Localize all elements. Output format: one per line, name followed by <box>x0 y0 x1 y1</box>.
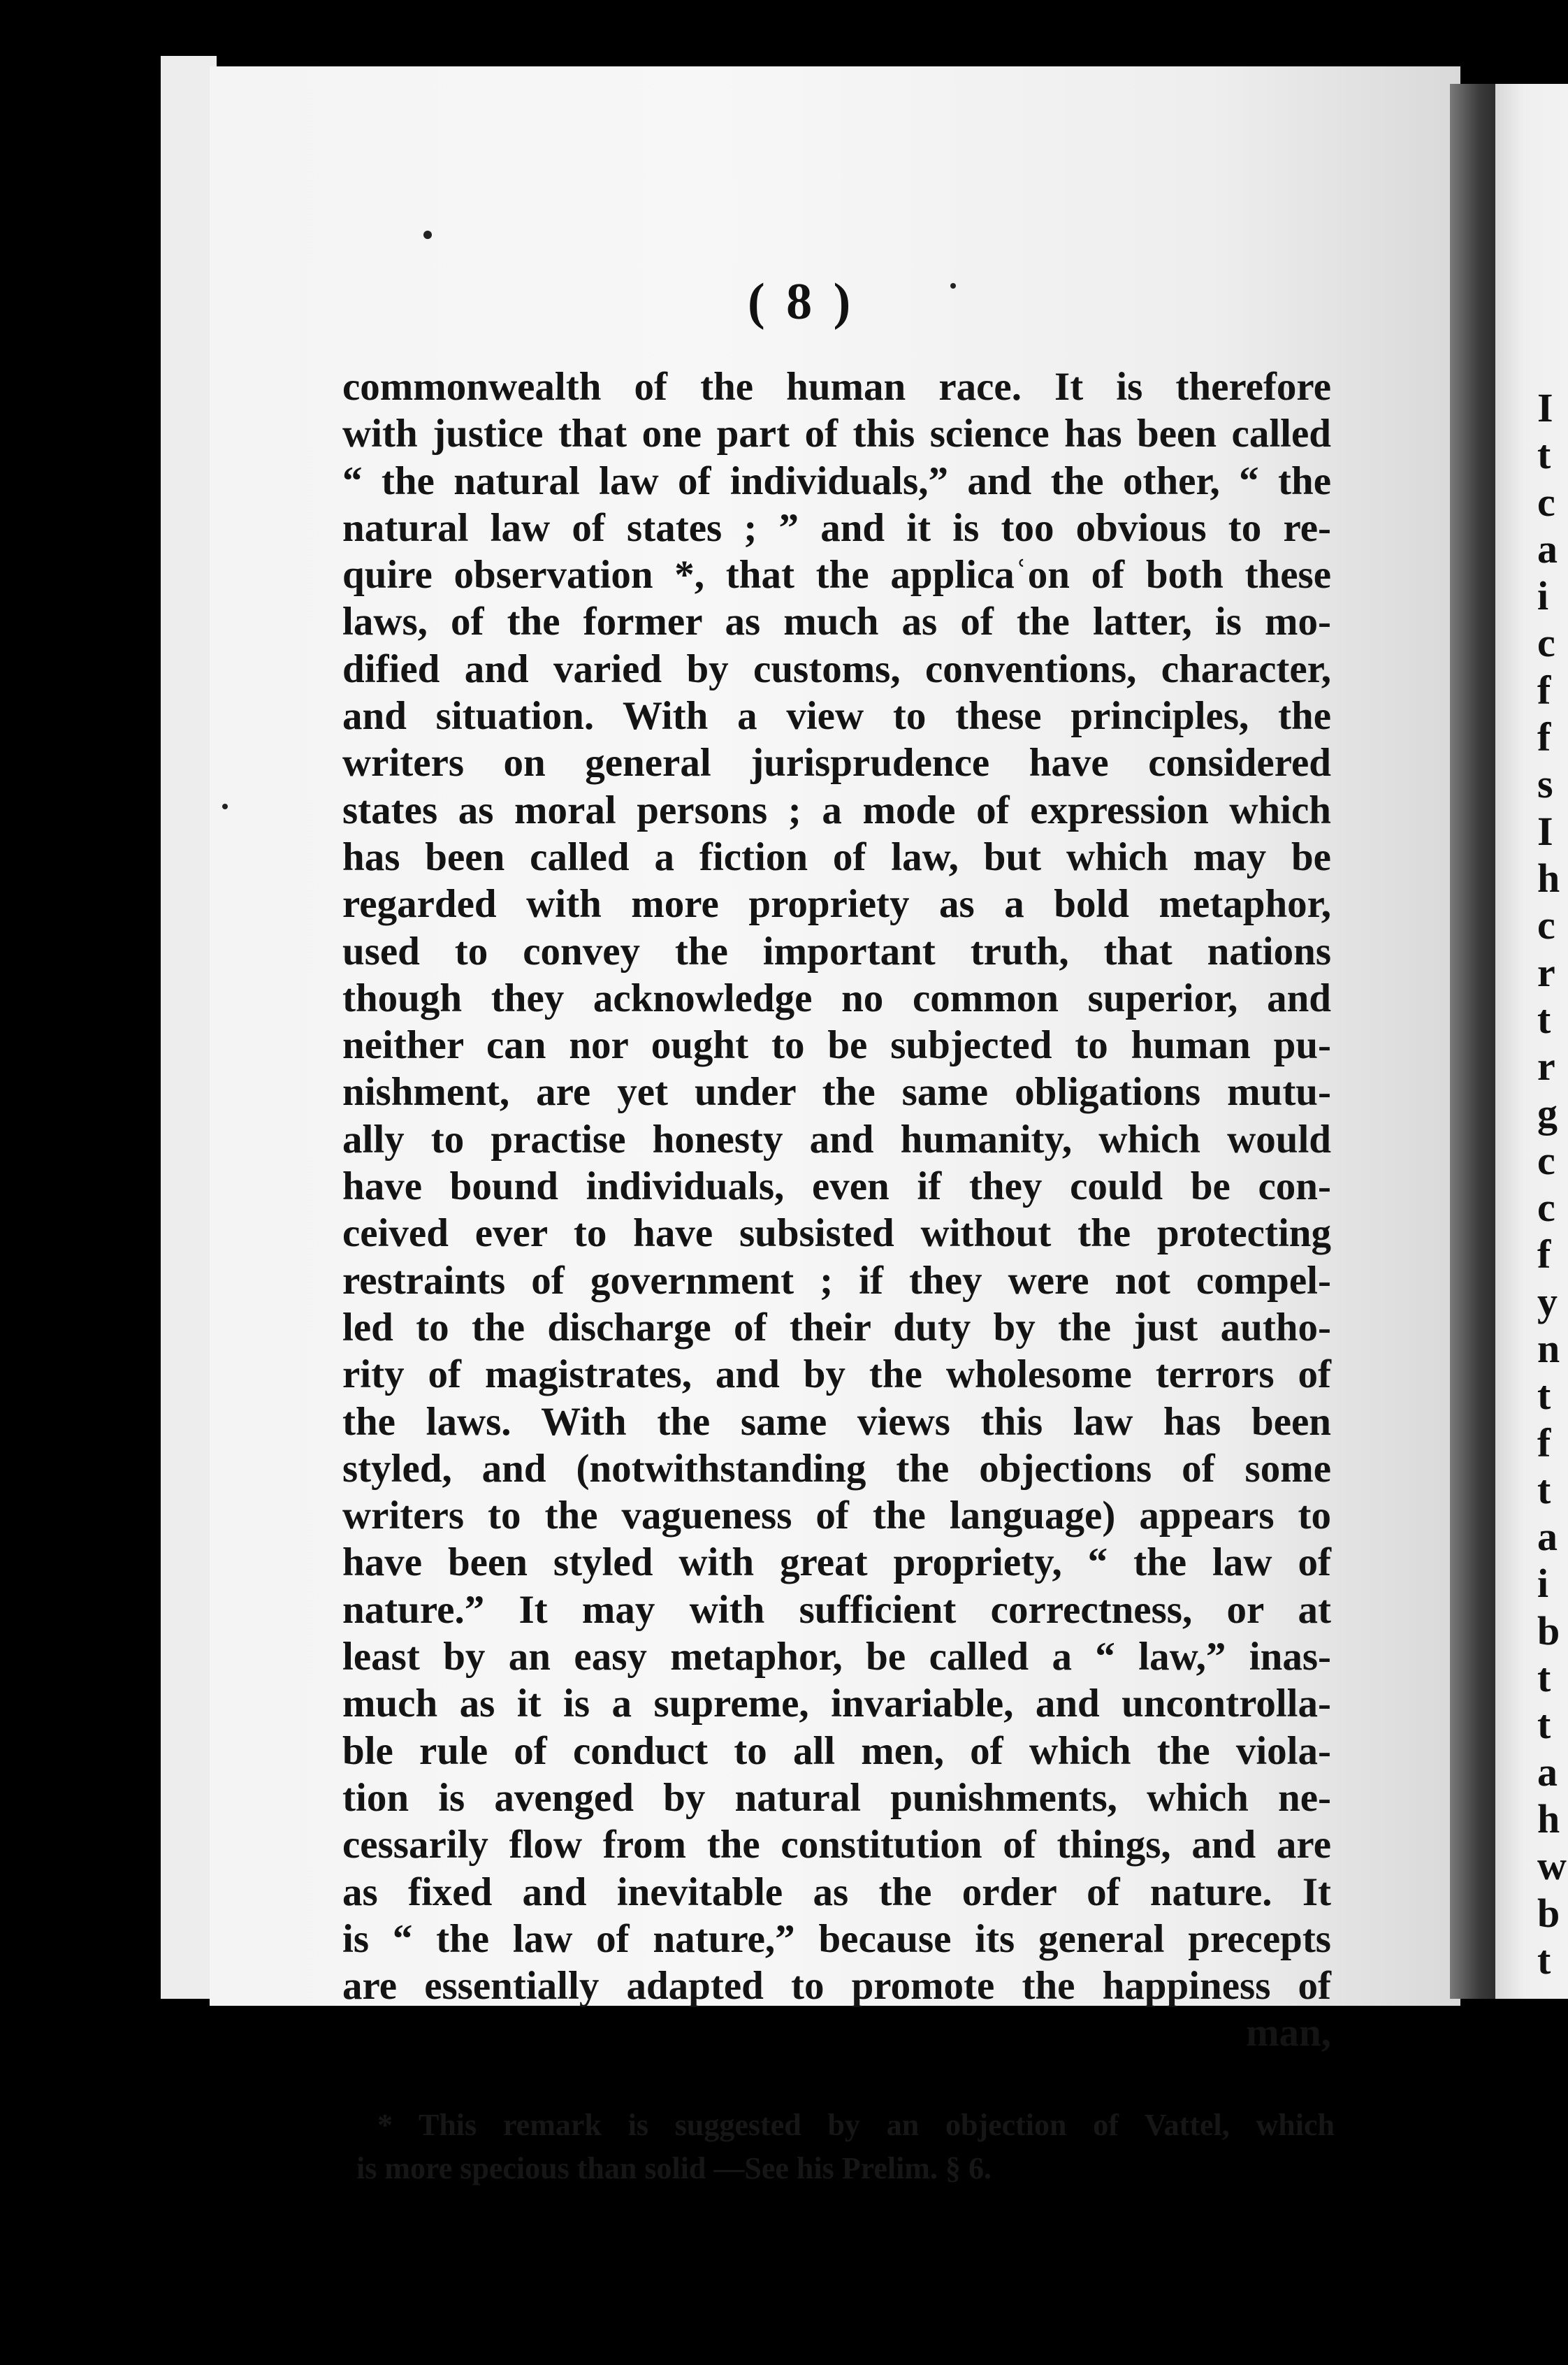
page-number: ( 8 ) <box>748 273 855 331</box>
text-line: commonwealth of the human race. It is therefore <box>342 365 1331 409</box>
text-line: with justice that one part of this science has been called <box>342 412 1331 456</box>
text-line: restraints of government ; if they were not compel- <box>342 1258 1331 1303</box>
book-gutter-shadow <box>1450 84 1499 1999</box>
facing-page-letter: a <box>1537 1514 1558 1560</box>
facing-page-letter: c <box>1537 902 1555 948</box>
text-line: least by an easy metaphor, be called a “ law,” inas- <box>342 1635 1331 1679</box>
facing-page-letter: i <box>1537 1561 1549 1607</box>
facing-page-letter: t <box>1537 1373 1551 1419</box>
facing-page-letter: w <box>1537 1843 1567 1889</box>
text-line: quire observation *, that the applicaʿon of both these <box>342 553 1331 598</box>
text-line: writers on general jurisprudence have considered <box>342 741 1331 786</box>
facing-page-letter: I <box>1537 385 1553 431</box>
facing-page-fragment <box>1495 84 1568 1999</box>
text-line: dified and varied by customs, conventions, character, <box>342 646 1331 691</box>
text-line: though they acknowledge no common superior, and <box>342 976 1331 1020</box>
text-line: the laws. With the same views this law has been <box>342 1399 1331 1444</box>
text-line: used to convey the important truth, that nations <box>342 929 1331 974</box>
text-line: laws, of the former as much as of the latter, is mo- <box>342 600 1331 644</box>
text-line: rity of magistrates, and by the wholesome terrors of <box>342 1352 1331 1397</box>
facing-page-letter: b <box>1537 1890 1560 1936</box>
text-line: as fixed and inevitable as the order of nature. It <box>342 1869 1331 1914</box>
text-line: ble rule of conduct to all men, of which the viola- <box>342 1728 1331 1773</box>
left-page-edge <box>161 56 217 1999</box>
text-line: have bound individuals, even if they could be con- <box>342 1164 1331 1209</box>
text-line: states as moral persons ; a mode of expression which <box>342 788 1331 832</box>
facing-page-letter: t <box>1537 1655 1551 1701</box>
footnote <box>356 2104 1335 2190</box>
text-line: neither can nor ought to be subjected to human pu- <box>342 1023 1331 1068</box>
ink-speck <box>950 283 956 289</box>
text-line: have been styled with great propriety, “ the law of <box>342 1540 1331 1585</box>
facing-page-letter: n <box>1537 1325 1560 1371</box>
text-line: nature.” It may with sufficient correctness, or at <box>342 1587 1331 1632</box>
facing-page-letter: t <box>1537 1466 1551 1512</box>
text-line: is “ the law of nature,” because its general precepts <box>342 1916 1331 1961</box>
facing-page-letter: a <box>1537 1749 1558 1795</box>
facing-page-letter: f <box>1537 714 1551 760</box>
facing-page-letter: h <box>1537 1795 1560 1842</box>
text-line: and situation. With a view to these principles, the <box>342 694 1331 739</box>
facing-page-letter: f <box>1537 667 1551 713</box>
facing-page-letter: y <box>1537 1278 1558 1324</box>
facing-page-letter: c <box>1537 620 1555 666</box>
facing-page-letter: g <box>1537 1090 1558 1136</box>
facing-page-letter: a <box>1537 526 1558 572</box>
facing-page-letter: r <box>1537 1043 1555 1090</box>
text-line: man, <box>1246 2011 1331 2055</box>
facing-page-letter: t <box>1537 1702 1551 1748</box>
text-line: cessarily flow from the constitution of things, and are <box>342 1823 1331 1867</box>
facing-page-letter: t <box>1537 996 1551 1042</box>
text-line: writers to the vagueness of the language) appears to <box>342 1494 1331 1538</box>
text-line: ceived ever to have subsisted without the protecting <box>342 1211 1331 1256</box>
text-line: natural law of states ; ” and it is too obvious to re- <box>342 505 1331 550</box>
ink-speck <box>222 804 228 809</box>
facing-page-letter: f <box>1537 1231 1551 1278</box>
text-line: tion is avenged by natural punishments, which ne- <box>342 1775 1331 1820</box>
facing-page-letter: r <box>1537 949 1555 995</box>
text-line: nishment, are yet under the same obligations mutu- <box>342 1070 1331 1115</box>
text-line: “ the natural law of individuals,” and the other, “ the <box>342 458 1331 503</box>
facing-page-letter: t <box>1537 1937 1551 1983</box>
body-text <box>342 363 1331 2057</box>
text-line: styled, and (notwithstanding the objections of some <box>342 1446 1331 1491</box>
text-line: has been called a fiction of law, but which may be <box>342 834 1331 879</box>
facing-page-letter: b <box>1537 1607 1560 1654</box>
facing-page-letter: i <box>1537 573 1549 619</box>
facing-page-letter: h <box>1537 855 1560 901</box>
text-line: are essentially adapted to promote the happiness of <box>342 1964 1331 2009</box>
facing-page-letter: f <box>1537 1419 1551 1466</box>
facing-page-letter: c <box>1537 1137 1555 1183</box>
facing-page-cut-letters <box>1537 384 1567 1983</box>
facing-page-letter: I <box>1537 808 1553 854</box>
facing-page-letter: c <box>1537 479 1555 525</box>
text-line: led to the discharge of their duty by the just autho- <box>342 1305 1331 1350</box>
footnote-line: * This remark is suggested by an objection of Vattel, which <box>377 2108 1335 2142</box>
facing-page-letter: t <box>1537 432 1551 478</box>
text-line: much as it is a supreme, invariable, and uncontrolla- <box>342 1681 1331 1726</box>
ink-speck <box>423 231 432 239</box>
facing-page-letter: s <box>1537 761 1553 807</box>
text-line: regarded with more propriety as a bold metaphor, <box>342 882 1331 927</box>
footnote-line: is more specious than solid —See his Prelim. § 6. <box>356 2151 992 2185</box>
facing-page-letter: c <box>1537 1185 1555 1231</box>
text-line: ally to practise honesty and humanity, which would <box>342 1117 1331 1162</box>
